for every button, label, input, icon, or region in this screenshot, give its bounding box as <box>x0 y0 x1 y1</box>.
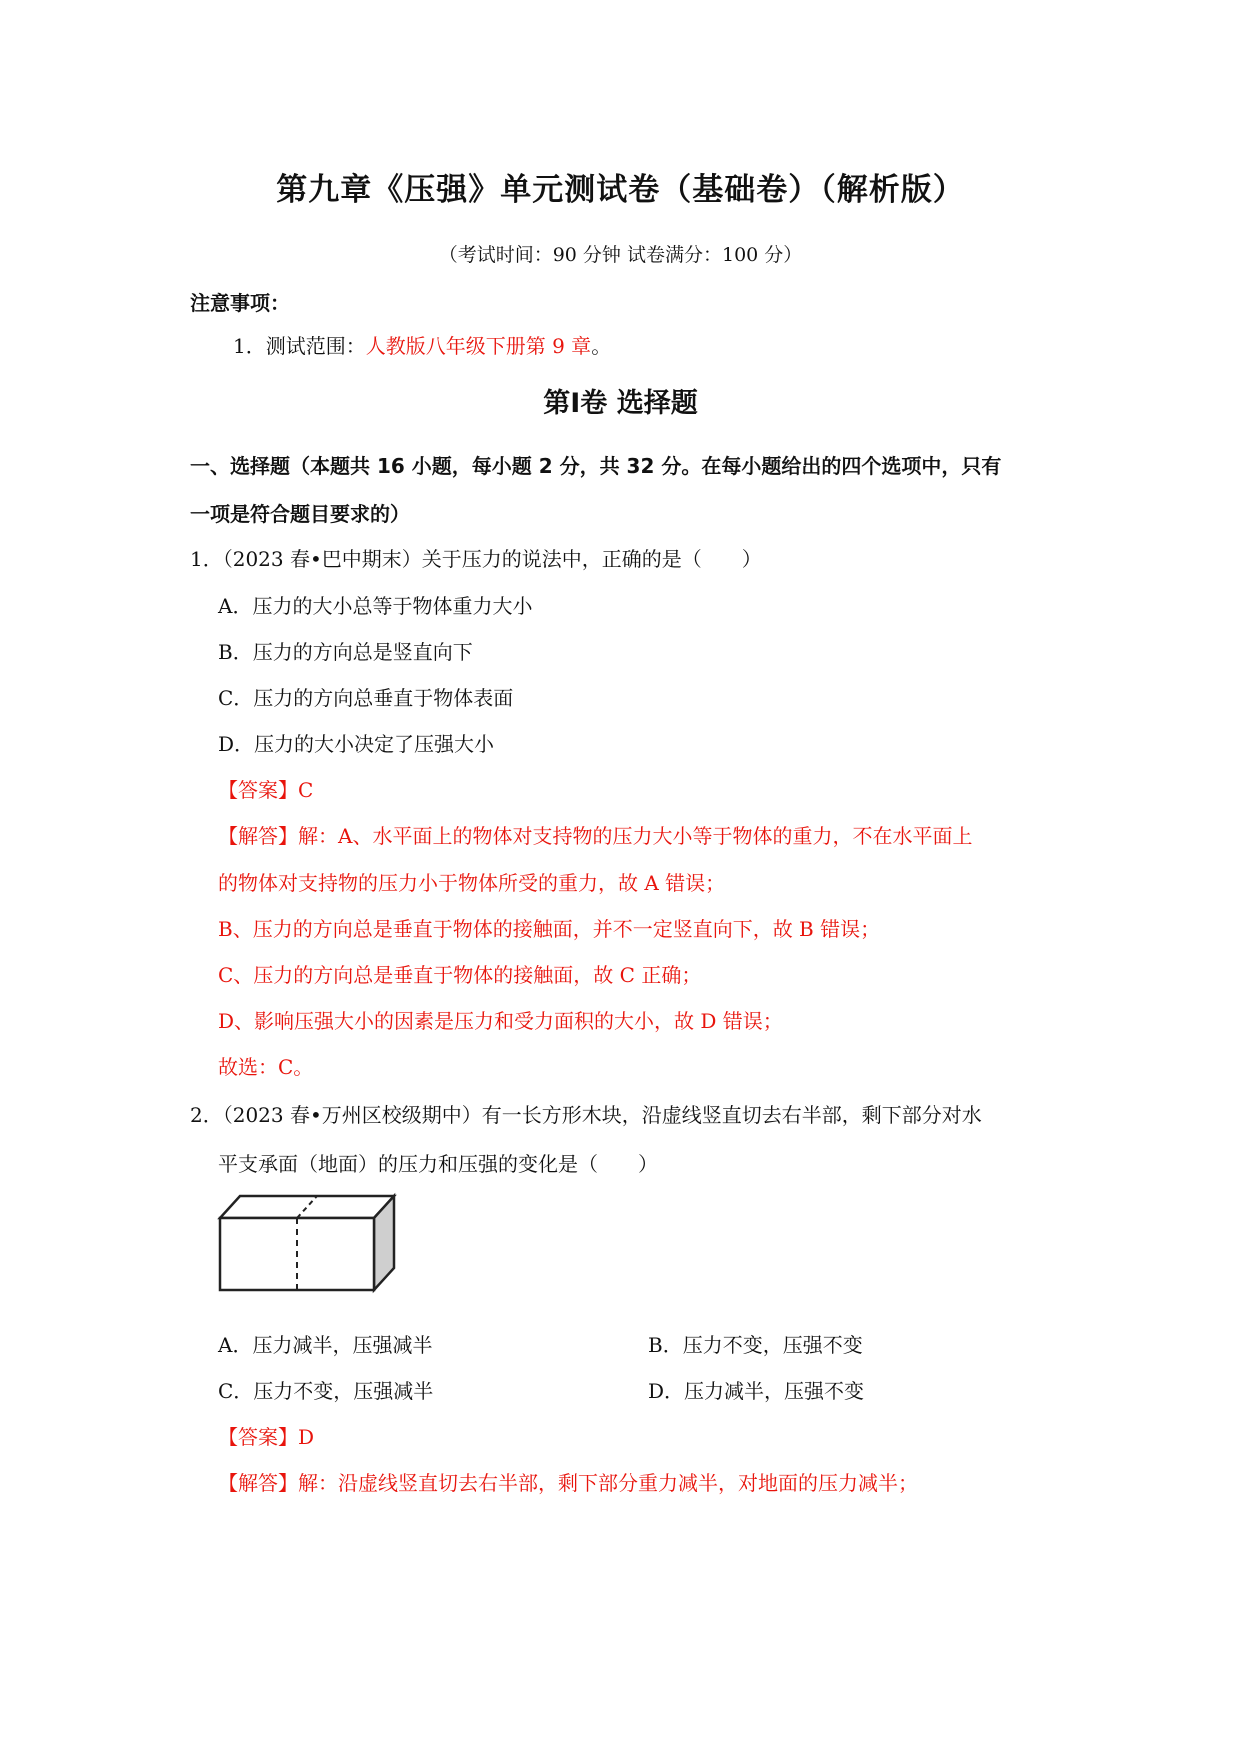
answer-label: 【答案】 <box>218 1425 298 1449</box>
question-1-stem <box>190 543 762 572</box>
question-2-answer <box>218 1421 314 1450</box>
block-top-face <box>220 1196 394 1218</box>
question-1-conclusion: 故选：C。 <box>218 1055 314 1079</box>
document-title: 第九章《压强》单元测试卷（基础卷）（解析版） <box>276 172 965 208</box>
question-2-option-d: D．压力减半，压强不变 <box>648 1379 865 1403</box>
question-1-analysis-line-2: 的物体对支持物的压力小于物体所受的重力，故 A 错误； <box>218 871 726 895</box>
question-2-stem-line-1 <box>190 1099 982 1128</box>
notes-item-prefix: 1．测试范围： <box>233 334 366 358</box>
question-text: （2023 春•巴中期末）关于压力的说法中，正确的是（ ） <box>222 547 762 571</box>
question-1-analysis-line-1 <box>218 820 972 849</box>
question-2-option-b: B．压力不变，压强不变 <box>648 1333 863 1357</box>
section-heading-line-2: 一项是符合题目要求的） <box>190 502 410 526</box>
answer-label: 【答案】 <box>218 778 298 802</box>
question-1-option-c: C．压力的方向总垂直于物体表面 <box>218 686 514 710</box>
notes-item-scope: 人教版八年级下册第 9 章 <box>365 334 592 358</box>
wood-block-diagram <box>216 1190 406 1295</box>
question-number: 1． <box>190 547 223 571</box>
notes-heading: 注意事项： <box>190 291 290 315</box>
answer-value: D <box>298 1425 315 1449</box>
question-1-analysis-line-5: D、影响压强大小的因素是压力和受力面积的大小，故 D 错误； <box>218 1009 783 1033</box>
question-2-option-c: C．压力不变，压强减半 <box>218 1379 434 1403</box>
analysis-label: 【解答】 <box>218 824 298 848</box>
answer-value: C <box>298 778 314 802</box>
question-text: （2023 春•万州区校级期中）有一长方形木块，沿虚线竖直切去右半部，剩下部分对水 <box>222 1103 982 1127</box>
section-heading-line-1: 一、选择题（本题共 16 小题，每小题 2 分，共 32 分。在每小题给出的四个选项中，只有 <box>190 454 1002 478</box>
question-1-option-d: D．压力的大小决定了压强大小 <box>218 732 495 756</box>
part-title: 第Ⅰ卷 选择题 <box>543 388 698 419</box>
question-2-analysis-line-1 <box>218 1467 918 1496</box>
question-1-option-b: B．压力的方向总是竖直向下 <box>218 640 473 664</box>
question-number: 2． <box>190 1103 223 1127</box>
question-1-option-a: A．压力的大小总等于物体重力大小 <box>218 594 533 618</box>
notes-item-suffix: 。 <box>591 334 612 358</box>
analysis-label: 【解答】 <box>218 1471 298 1495</box>
question-2-stem-line-2: 平支承面（地面）的压力和压强的变化是（ ） <box>218 1152 658 1176</box>
question-1-answer <box>218 774 313 803</box>
question-1-analysis-line-3: B、压力的方向总是垂直于物体的接触面，并不一定竖直向下，故 B 错误； <box>218 917 881 941</box>
exam-info: （考试时间：90 分钟 试卷满分：100 分） <box>438 244 803 266</box>
analysis-text: 解：A、水平面上的物体对支持物的压力大小等于物体的重力，不在水平面上 <box>298 824 973 848</box>
question-2-option-a: A．压力减半，压强减半 <box>218 1333 433 1357</box>
question-1-analysis-line-4: C、压力的方向总是垂直于物体的接触面，故 C 正确； <box>218 963 702 987</box>
notes-item <box>233 330 611 359</box>
analysis-text: 解：沿虚线竖直切去右半部，剩下部分重力减半，对地面的压力减半； <box>298 1471 918 1495</box>
